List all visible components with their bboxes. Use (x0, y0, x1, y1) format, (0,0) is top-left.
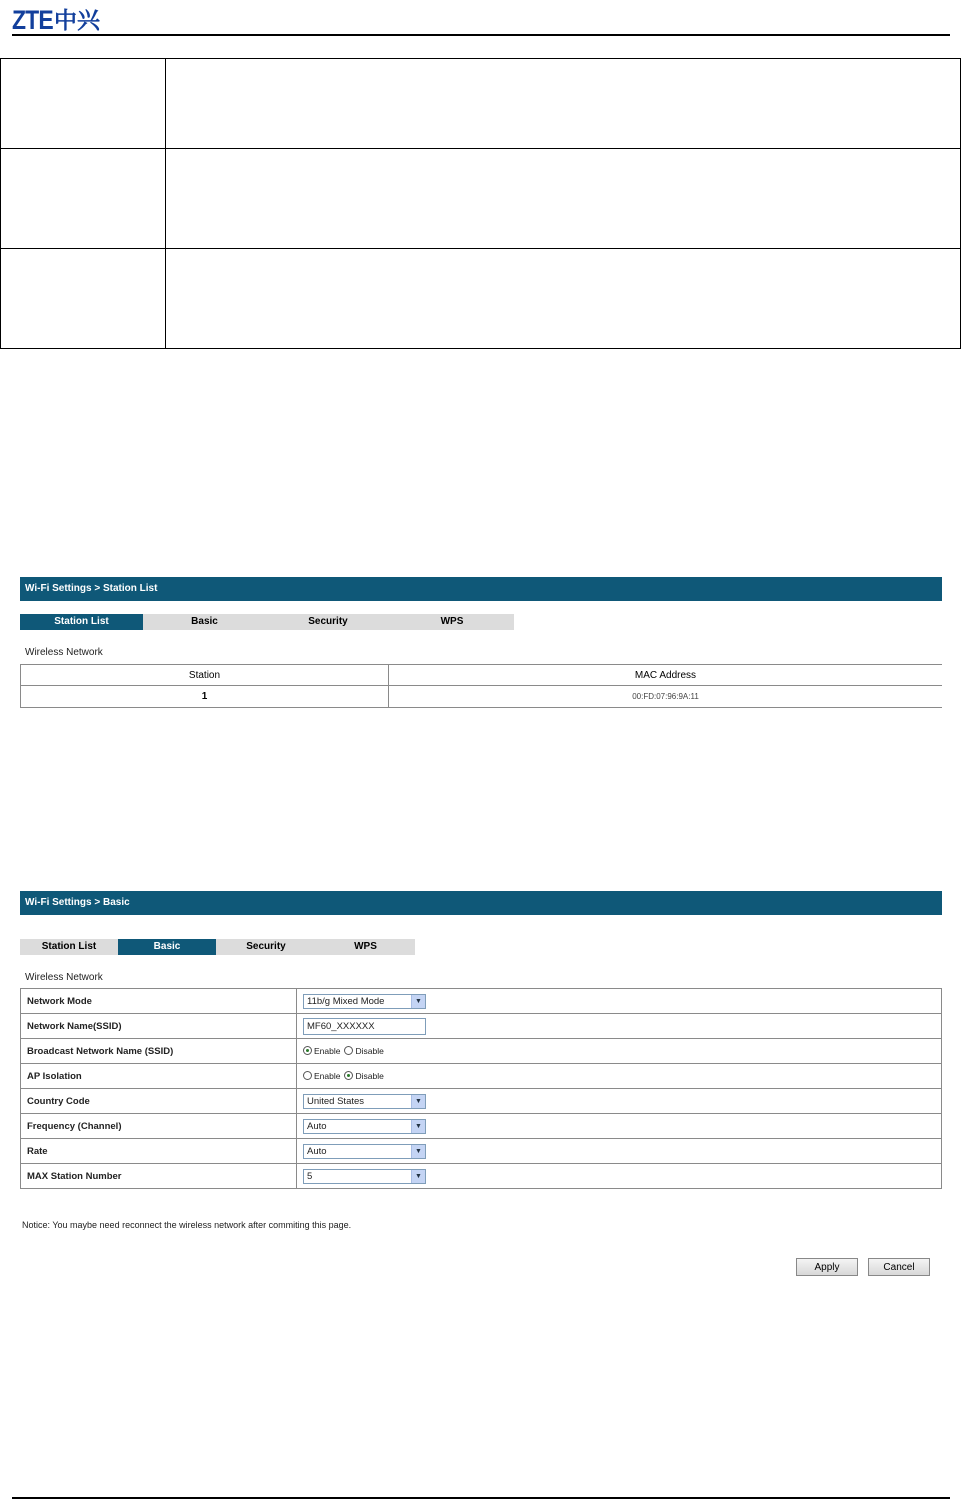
broadcast-enable-label: Enable (314, 1045, 341, 1056)
cancel-button[interactable]: Cancel (868, 1258, 930, 1276)
zte-logo (12, 4, 100, 34)
network-mode-select[interactable] (303, 994, 426, 1009)
tab-basic[interactable]: Basic (191, 616, 218, 627)
form-row-broadcast (21, 1039, 942, 1064)
chevron-down-icon: ▼ (411, 995, 425, 1008)
basic-title-bar (20, 891, 942, 915)
chevron-down-icon: ▼ (411, 1145, 425, 1158)
max-station-value: 5 (307, 1170, 313, 1182)
form-row-country (21, 1089, 942, 1114)
tab-security[interactable]: Security (246, 941, 286, 952)
tab-station-list[interactable]: Station List (41, 941, 97, 952)
rate-select[interactable] (303, 1144, 426, 1159)
broadcast-enable-radio[interactable] (303, 1046, 312, 1055)
tab-wps[interactable]: WPS (354, 941, 377, 952)
document-table (0, 58, 961, 349)
form-row-network-mode (21, 989, 942, 1014)
form-row-frequency (21, 1114, 942, 1139)
ap-isolation-enable-label: Enable (314, 1070, 341, 1081)
form-row-max-station (21, 1164, 942, 1189)
station-list-title-bar (20, 577, 942, 601)
logo-chinese: 中兴 (54, 8, 100, 34)
chevron-down-icon: ▼ (411, 1120, 425, 1133)
mac-cell: 00:FD:07:96:9A:11 (389, 686, 943, 708)
broadcast-disable-label: Disable (355, 1045, 384, 1056)
chevron-down-icon: ▼ (411, 1095, 425, 1108)
network-mode-label: Network Mode (21, 989, 297, 1014)
station-cell: 1 (21, 686, 389, 708)
ap-isolation-disable-radio[interactable] (344, 1071, 353, 1080)
basic-settings-form (20, 988, 942, 1189)
logo-latin: ZTE (12, 5, 53, 35)
basic-section-title: Wireless Network (25, 972, 103, 983)
country-code-label: Country Code (21, 1089, 297, 1114)
form-row-ssid (21, 1014, 942, 1039)
form-row-rate (21, 1139, 942, 1164)
frequency-select[interactable] (303, 1119, 426, 1134)
basic-title: Wi-Fi Settings > Basic (25, 897, 130, 908)
header-rule (12, 34, 950, 36)
ap-isolation-enable-radio[interactable] (303, 1071, 312, 1080)
max-station-label: MAX Station Number (21, 1164, 297, 1189)
form-row-ap-isolation (21, 1064, 942, 1089)
network-mode-value: 11b/g Mixed Mode (307, 995, 385, 1007)
table-row (21, 686, 943, 708)
tab-wps[interactable]: WPS (440, 616, 464, 627)
station-list-title: Wi-Fi Settings > Station List (25, 583, 158, 594)
ssid-label: Network Name(SSID) (21, 1014, 297, 1039)
table-header-row (21, 665, 943, 686)
basic-tabs (20, 939, 415, 955)
country-code-value: United States (307, 1095, 365, 1107)
rate-value: Auto (307, 1145, 327, 1157)
ap-isolation-label: AP Isolation (21, 1064, 297, 1089)
column-header-mac: MAC Address (389, 665, 943, 686)
chevron-down-icon: ▼ (411, 1170, 425, 1183)
station-tabs (20, 614, 514, 630)
country-code-select[interactable] (303, 1094, 426, 1109)
tab-basic[interactable]: Basic (118, 939, 216, 955)
broadcast-disable-radio[interactable] (344, 1046, 353, 1055)
station-table (20, 664, 942, 708)
ap-isolation-disable-label: Disable (355, 1070, 384, 1081)
column-header-station: Station (21, 665, 389, 686)
frequency-value: Auto (307, 1120, 327, 1132)
max-station-select[interactable] (303, 1169, 426, 1184)
rate-label: Rate (21, 1139, 297, 1164)
footer-rule (12, 1497, 950, 1499)
frequency-label: Frequency (Channel) (21, 1114, 297, 1139)
broadcast-label: Broadcast Network Name (SSID) (21, 1039, 297, 1064)
tab-station-list[interactable]: Station List (20, 614, 143, 630)
station-section-title: Wireless Network (25, 647, 103, 658)
tab-security[interactable]: Security (308, 616, 348, 627)
ssid-input[interactable]: MF60_XXXXXX (303, 1018, 426, 1035)
notice-text: Notice: You maybe need reconnect the wireless network after commiting this page. (22, 1220, 352, 1230)
apply-button[interactable]: Apply (796, 1258, 858, 1276)
